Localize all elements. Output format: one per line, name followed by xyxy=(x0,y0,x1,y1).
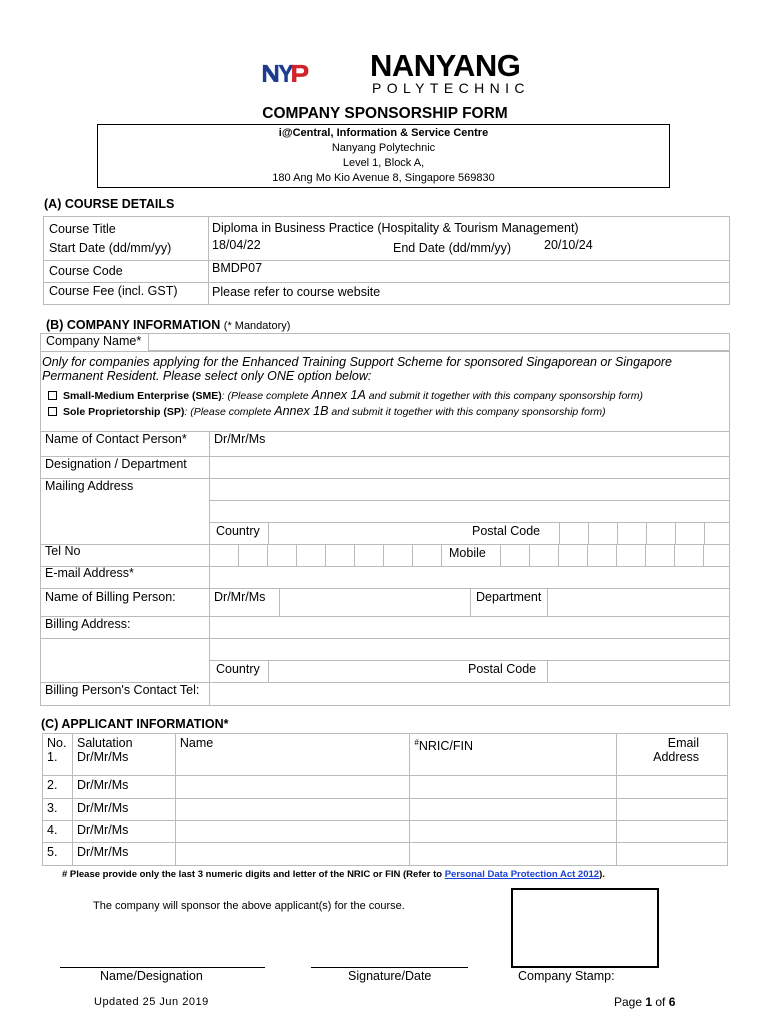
sme-annex: Annex 1A xyxy=(311,388,366,402)
nyp-logo xyxy=(262,50,372,96)
row-salutation: Dr/Mr/Ms xyxy=(72,821,175,843)
row-no: 1. xyxy=(47,750,58,764)
applicant-email-cell[interactable] xyxy=(617,799,728,821)
billing-tel-label: Billing Person's Contact Tel: xyxy=(45,683,200,697)
table-row xyxy=(43,734,728,776)
applicant-name-cell[interactable] xyxy=(175,799,410,821)
row-salutation: Dr/Mr/Ms xyxy=(72,776,175,799)
logo-name: NANYANG xyxy=(370,48,521,83)
page-number: Page 1 of 6 xyxy=(614,995,676,1009)
logo-mark xyxy=(263,65,309,82)
course-code-value: BMDP07 xyxy=(212,261,263,275)
company-name-field[interactable] xyxy=(148,333,730,351)
course-title-value: Diploma in Business Practice (Hospitality & Tourism Management) xyxy=(212,221,579,235)
section-c-heading: (C) APPLICANT INFORMATION* xyxy=(41,717,229,731)
contact-person-label: Name of Contact Person* xyxy=(45,432,187,446)
mandatory-note: (* Mandatory) xyxy=(223,320,291,332)
company-name-label: Company Name* xyxy=(46,334,142,348)
address-line-2: Nanyang Polytechnic xyxy=(331,142,436,154)
sme-instruction-tail: and submit it together with this company sponsorship form) xyxy=(365,390,644,402)
department-label: Department xyxy=(476,590,542,604)
table-row xyxy=(43,843,728,866)
table-row xyxy=(43,776,728,799)
option-sp[interactable] xyxy=(48,404,606,420)
designation-label: Designation / Department xyxy=(45,457,187,471)
sponsor-statement: The company will sponsor the above applicant(s) for the course. xyxy=(93,900,405,912)
tel-label: Tel No xyxy=(45,544,81,558)
contact-salutation: Dr/Mr/Ms xyxy=(214,432,266,446)
footnote-text: # Please provide only the last 3 numeric digits and letter of the NRIC or FIN (Refer to xyxy=(62,869,445,880)
end-date-value: 20/10/24 xyxy=(544,238,593,252)
email-label: E-mail Address* xyxy=(45,566,134,580)
billing-country-label: Country xyxy=(216,662,260,676)
row-salutation: Dr/Mr/Ms xyxy=(72,799,175,821)
sp-instruction-tail: and submit it together with this company sponsorship form) xyxy=(328,406,606,418)
row-salutation: Dr/Mr/Ms xyxy=(76,750,129,764)
postal-code-label: Postal Code xyxy=(472,524,541,538)
billing-salutation: Dr/Mr/Ms xyxy=(214,590,266,604)
sp-instruction: : (Please complete xyxy=(184,406,275,418)
applicant-name-cell[interactable] xyxy=(175,843,410,866)
col-salutation-header: Salutation Dr/Mr/Ms xyxy=(72,734,175,776)
mailing-address-label: Mailing Address xyxy=(45,479,134,493)
row-salutation: Dr/Mr/Ms xyxy=(72,843,175,866)
section-b-heading xyxy=(46,318,290,332)
course-fee-label: Course Fee (incl. GST) xyxy=(49,284,178,298)
sp-annex: Annex 1B xyxy=(274,404,329,418)
applicant-email-cell[interactable] xyxy=(617,821,728,843)
end-date-label: End Date (dd/mm/yy) xyxy=(393,241,512,255)
company-stamp-box[interactable] xyxy=(511,888,659,968)
course-code-label: Course Code xyxy=(49,264,123,278)
section-b-title: (B) COMPANY INFORMATION xyxy=(46,318,221,332)
name-signature-line xyxy=(60,967,265,968)
mobile-label: Mobile xyxy=(449,546,486,560)
row-no: 2. xyxy=(43,776,73,799)
applicant-nric-cell[interactable] xyxy=(410,843,617,866)
row-no: 4. xyxy=(43,821,73,843)
table-row xyxy=(43,799,728,821)
applicant-nric-cell[interactable] xyxy=(410,799,617,821)
col-nric-header[interactable]: #NRIC/FIN xyxy=(410,734,617,776)
address-line-4: 180 Ang Mo Kio Avenue 8, Singapore 569830 xyxy=(272,172,495,184)
course-fee-value: Please refer to course website xyxy=(212,285,381,299)
sme-checkbox[interactable] xyxy=(48,391,57,400)
row-no: 3. xyxy=(43,799,73,821)
billing-address-label: Billing Address: xyxy=(45,617,131,631)
signature-date-line xyxy=(311,967,468,968)
col-no-header: No. 1. xyxy=(43,734,73,776)
applicant-name-cell[interactable] xyxy=(175,776,410,799)
company-stamp-label: Company Stamp: xyxy=(518,969,615,983)
row-no: 5. xyxy=(43,843,73,866)
applicant-email-cell[interactable] xyxy=(617,776,728,799)
footnote-suffix: ). xyxy=(599,869,605,880)
course-title-label: Course Title xyxy=(49,222,116,236)
billing-postal-label: Postal Code xyxy=(468,662,537,676)
logo-subtitle: POLYTECHNIC xyxy=(372,80,530,96)
address-line-3: Level 1, Block A, xyxy=(342,157,425,169)
address-line-1: i@Central, Information & Service Centre xyxy=(278,127,489,139)
sme-instruction: : (Please complete xyxy=(221,390,312,402)
sp-label: Sole Proprietorship (SP) xyxy=(63,406,185,418)
applicant-nric-cell[interactable] xyxy=(410,776,617,799)
address-box xyxy=(97,124,670,188)
sme-label: Small-Medium Enterprise (SME) xyxy=(63,390,222,402)
sp-checkbox[interactable] xyxy=(48,407,57,416)
applicant-table xyxy=(42,733,728,866)
applicant-email-cell[interactable] xyxy=(617,843,728,866)
table-row xyxy=(43,821,728,843)
etss-note-line-1: Only for companies applying for the Enhanced Training Support Scheme for sponsored Singaporean or Singapore xyxy=(42,355,673,369)
nric-footnote xyxy=(62,867,605,882)
signature-date-label: Signature/Date xyxy=(348,969,432,983)
start-date-value: 18/04/22 xyxy=(212,238,261,252)
form-title: COMPANY SPONSORSHIP FORM xyxy=(262,105,508,122)
updated-date: Updated 25 Jun 2019 xyxy=(94,996,209,1008)
billing-person-label: Name of Billing Person: xyxy=(45,590,176,604)
etss-note-line-2: Permanent Resident. Please select only ONE option below: xyxy=(42,369,372,383)
name-designation-label: Name/Designation xyxy=(100,969,203,983)
applicant-name-cell[interactable] xyxy=(175,821,410,843)
applicant-nric-cell[interactable] xyxy=(410,821,617,843)
country-label: Country xyxy=(216,524,260,538)
section-a-heading: (A) COURSE DETAILS xyxy=(44,197,175,211)
start-date-label: Start Date (dd/mm/yy) xyxy=(49,241,172,255)
col-name-header[interactable]: Name xyxy=(175,734,410,776)
pdpa-link[interactable]: Personal Data Protection Act 2012 xyxy=(444,869,600,880)
option-sme[interactable] xyxy=(48,388,643,404)
col-email-header[interactable]: Email Address xyxy=(617,734,728,776)
